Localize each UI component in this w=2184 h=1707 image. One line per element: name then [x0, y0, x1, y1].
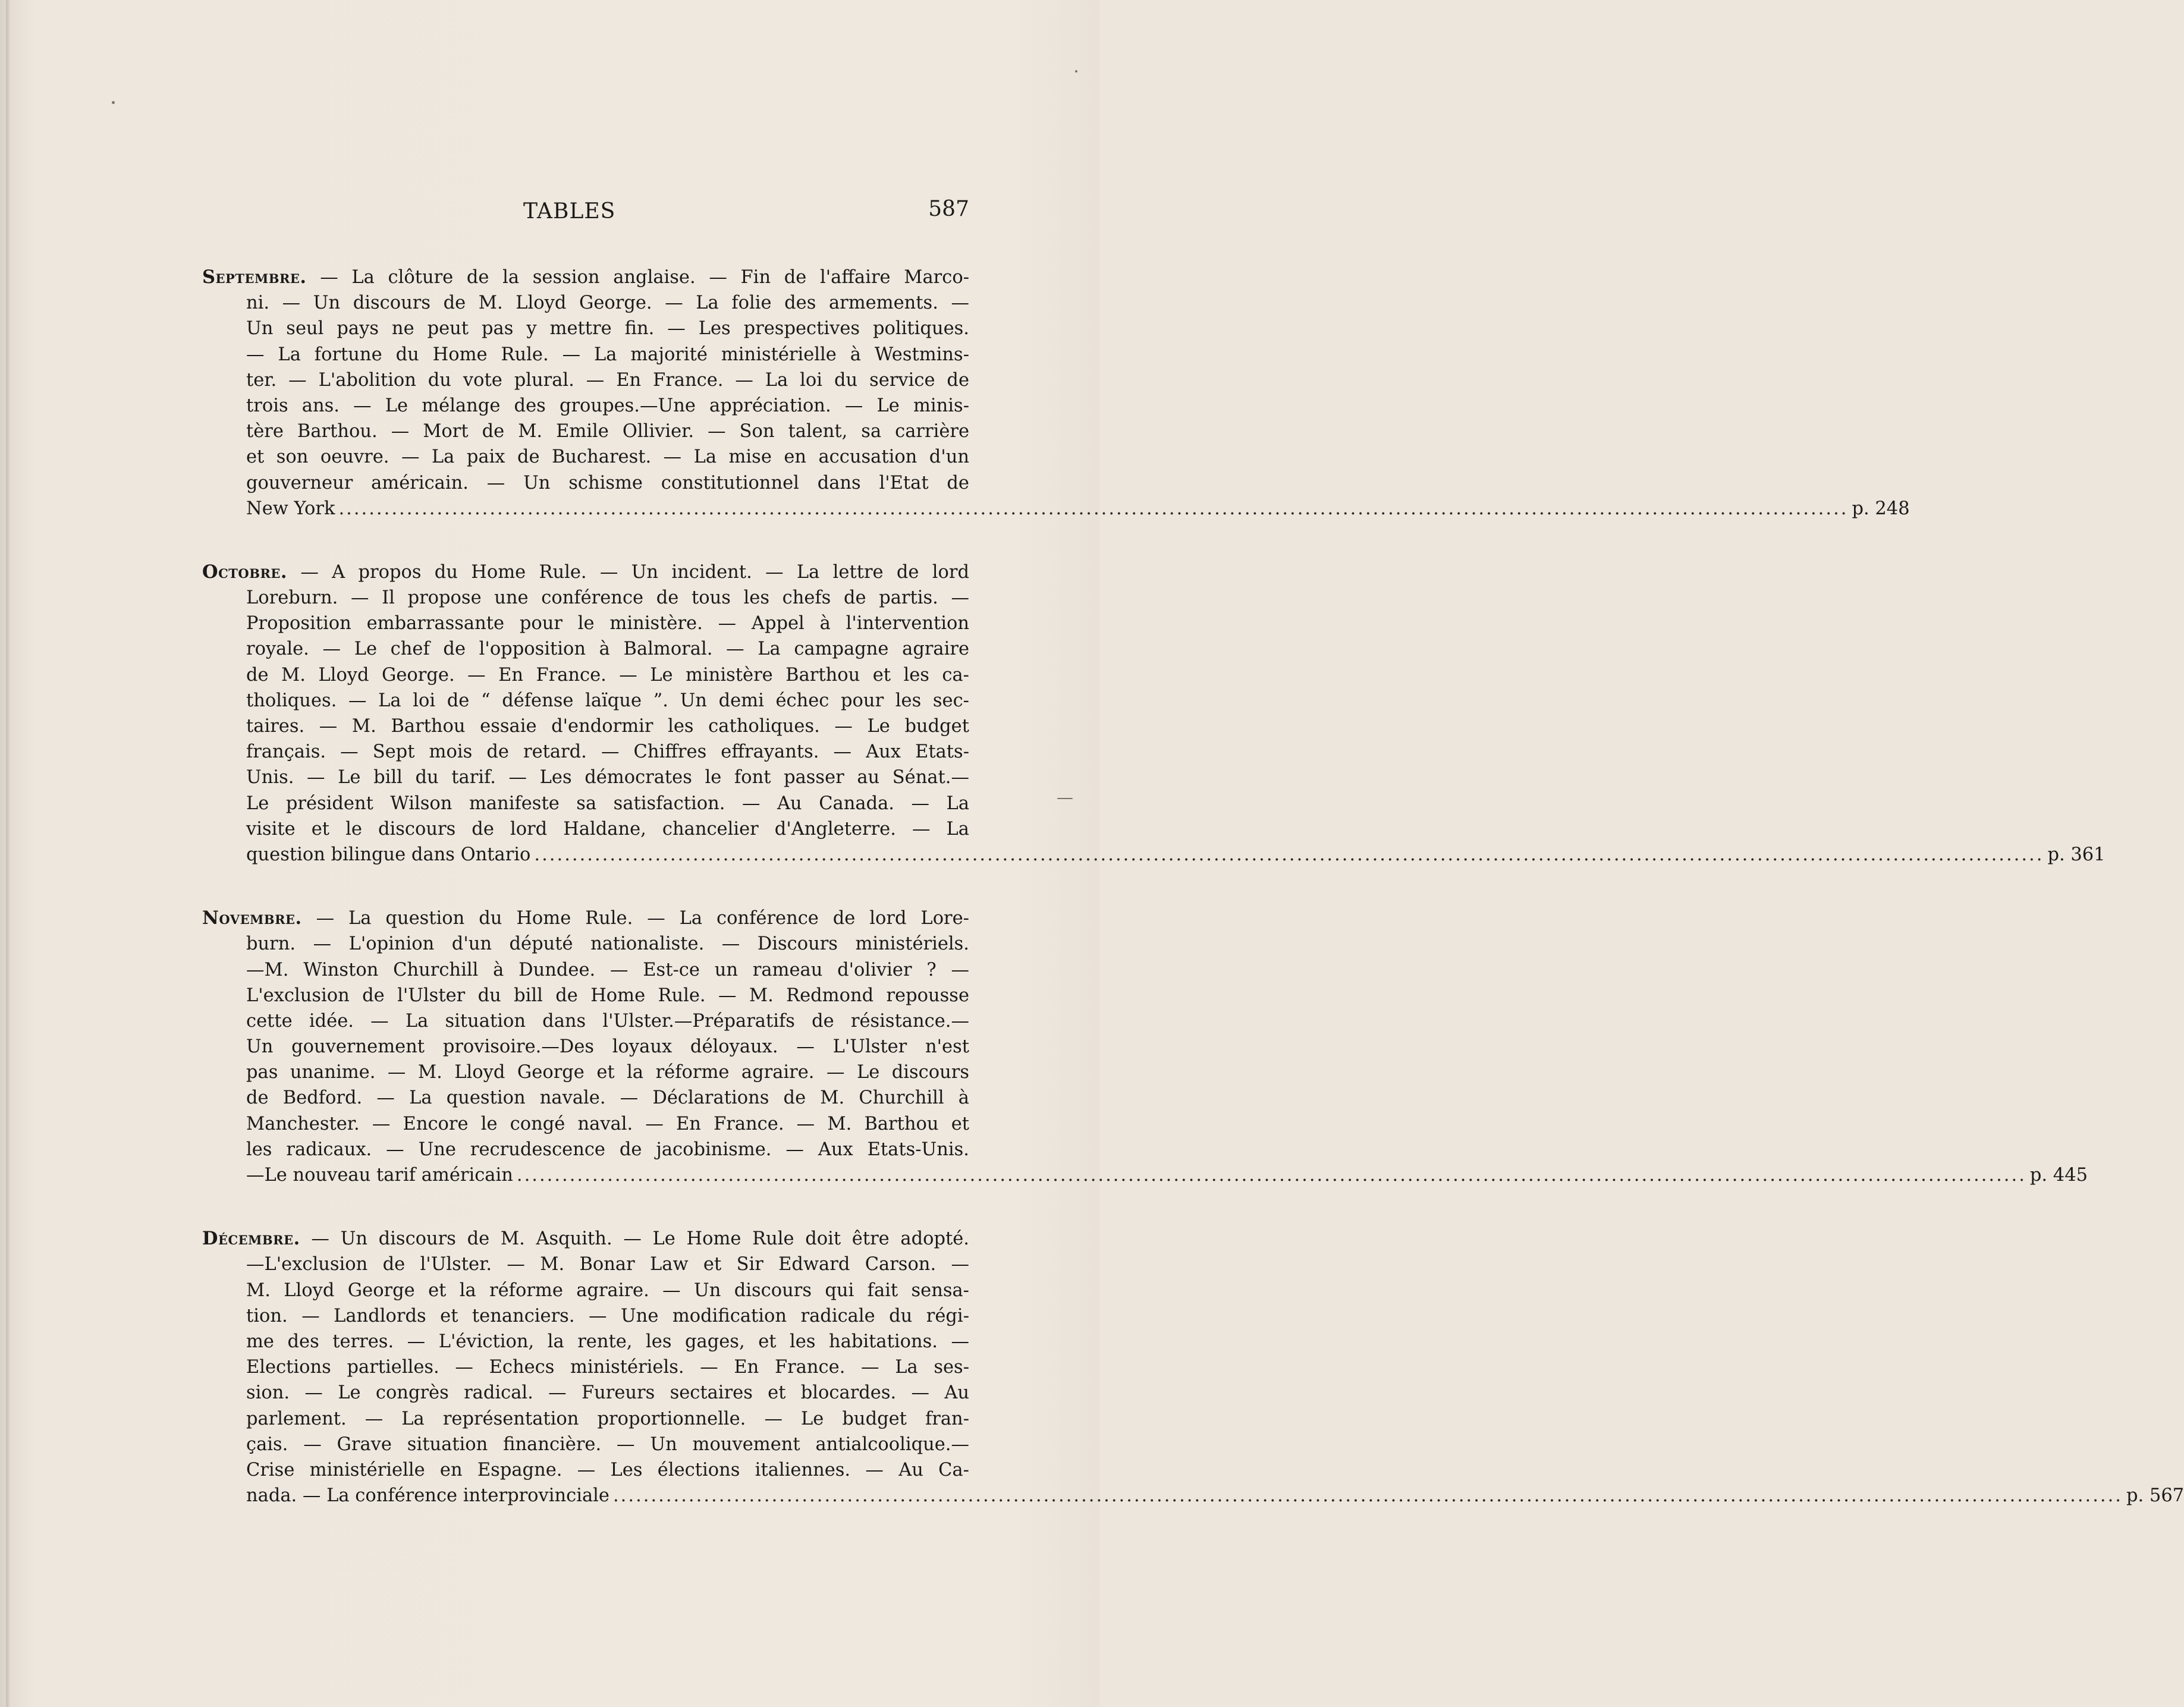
entry-line: et son oeuvre. — La paix de Bucharest. — La mise en accusation d'un: [246, 447, 969, 468]
entry-line: Un gouvernement provisoire.—Des loyaux déloyaux. — L'Ulster n'est: [246, 1036, 969, 1058]
entry-line: me des terres. — L'éviction, la rente, les gages, et les habitations. —: [246, 1331, 969, 1352]
entry-line: çais. — Grave situation financière. — Un mouvement antialcoolique.—: [246, 1433, 969, 1455]
toc-entry: [202, 906, 2088, 1188]
toc-entry: [202, 1226, 2184, 1508]
table-of-contents: [202, 265, 2184, 1546]
entry-line: de Bedford. — La question navale. — Déclarations de M. Churchill à: [246, 1087, 969, 1109]
entry-line: [202, 1226, 969, 1252]
dot-leader: ........................................................................................................................................................................................................: [516, 1165, 2026, 1186]
entry-line: Loreburn. — Il propose une conférence de tous les chefs de partis. —: [246, 587, 969, 609]
dot-leader: ........................................................................................................................................................................................................: [534, 844, 2044, 865]
entry-text: — Un discours de M. Asquith. — Le Home Rule doit être adopté.: [300, 1228, 969, 1250]
toc-entry: [202, 265, 1910, 521]
entry-line: cette idée. — La situation dans l'Ulster.—Préparatifs de résistance.—: [246, 1010, 969, 1032]
entry-line: M. Lloyd George et la réforme agraire. — Un discours qui fait sensa-: [246, 1280, 969, 1301]
entry-line: français. — Sept mois de retard. — Chiffres effrayants. — Aux Etats-: [246, 741, 969, 763]
entry-line: taires. — M. Barthou essaie d'endormir les catholiques. — Le budget: [246, 716, 969, 737]
entry-line: — La fortune du Home Rule. — La majorité ministérielle à Westmins-: [246, 344, 969, 365]
entry-line: trois ans. — Le mélange des groupes.—Une appréciation. — Le minis-: [246, 395, 969, 416]
entry-last-text: nada. — La conférence interprovinciale: [246, 1485, 609, 1507]
running-title: TABLES: [523, 199, 616, 224]
entry-last-line: [202, 496, 1910, 521]
entry-month: Décembre.: [202, 1228, 300, 1250]
entry-line: Proposition embarrassante pour le ministère. — Appel à l'intervention: [246, 613, 969, 634]
entry-last-line: [202, 1483, 2184, 1508]
entry-line: royale. — Le chef de l'opposition à Balmoral. — La campagne agraire: [246, 639, 969, 660]
entry-line: —M. Winston Churchill à Dundee. — Est-ce un rameau d'olivier ? —: [246, 959, 969, 980]
entry-line: parlement. — La représentation proportionnelle. — Le budget fran-: [246, 1408, 969, 1429]
dot-leader: ........................................................................................................................................................................................................: [612, 1485, 2123, 1507]
page-number: 587: [928, 197, 969, 221]
entry-line: Un seul pays ne peut pas y mettre fin. — Les prespectives politiques.: [246, 318, 969, 339]
entry-line: Le président Wilson manifeste sa satisfaction. — Au Canada. — La: [246, 793, 969, 814]
entry-line: [202, 559, 969, 585]
page-reference: p. 248: [1852, 498, 1910, 519]
entry-month: Novembre.: [202, 907, 302, 929]
page-reference: p. 567: [2126, 1485, 2184, 1507]
entry-line: ter. — L'abolition du vote plural. — En France. — La loi du service de: [246, 369, 969, 391]
entry-line: de M. Lloyd George. — En France. — Le ministère Barthou et les ca-: [246, 664, 969, 686]
entry-month: Septembre.: [202, 266, 307, 288]
toc-entry: [202, 559, 2106, 867]
entry-text: — A propos du Home Rule. — Un incident. — La lettre de lord: [287, 561, 969, 583]
entry-month: Octobre.: [202, 561, 288, 583]
page-reference: p. 361: [2047, 844, 2106, 865]
entry-line: Elections partielles. — Echecs ministériels. — En France. — La ses-: [246, 1357, 969, 1378]
paper-speck: [1057, 798, 1073, 799]
entry-line: gouverneur américain. — Un schisme constitutionnel dans l'Etat de: [246, 472, 969, 493]
entries-list: [202, 265, 2184, 1508]
entry-line: Crise ministérielle en Espagne. — Les élections italiennes. — Au Ca-: [246, 1459, 969, 1480]
entry-line: —L'exclusion de l'Ulster. — M. Bonar Law et Sir Edward Carson. —: [246, 1254, 969, 1275]
binding-gutter: [6, 0, 10, 1707]
entry-text: — La question du Home Rule. — La conférence de lord Lore-: [301, 908, 969, 929]
entry-last-line: [202, 1162, 2088, 1188]
entry-line: burn. — L'opinion d'un député nationaliste. — Discours ministériels.: [246, 933, 969, 955]
entry-line: pas unanime. — M. Lloyd George et la réforme agraire. — Le discours: [246, 1062, 969, 1083]
entry-line: tholiques. — La loi de “ défense laïque ”. Un demi échec pour les sec-: [246, 690, 969, 711]
entry-line: L'exclusion de l'Ulster du bill de Home Rule. — M. Redmond repousse: [246, 985, 969, 1006]
entry-line: [202, 906, 969, 931]
entry-line: tion. — Landlords et tenanciers. — Une modification radicale du régi-: [246, 1305, 969, 1326]
entry-line: sion. — Le congrès radical. — Fureurs sectaires et blocardes. — Au: [246, 1382, 969, 1404]
paper-speck: [112, 101, 115, 104]
entry-line: Manchester. — Encore le congé naval. — En France. — M. Barthou et: [246, 1113, 969, 1134]
entry-line: visite et le discours de lord Haldane, chancelier d'Angleterre. — La: [246, 818, 969, 840]
entry-line: les radicaux. — Une recrudescence de jacobinisme. — Aux Etats-Unis.: [246, 1139, 969, 1160]
paper-speck: [1075, 70, 1077, 73]
entry-last-text: New York: [246, 498, 335, 519]
entry-line: ni. — Un discours de M. Lloyd George. — La folie des armements. —: [246, 293, 969, 314]
entry-last-text: question bilingue dans Ontario: [246, 844, 531, 865]
entry-line: [202, 265, 969, 290]
entry-last-line: [202, 842, 2106, 867]
entry-text: — La clôture de la session anglaise. — Fin de l'affaire Marco-: [306, 267, 969, 288]
running-header: [202, 199, 969, 229]
dot-leader: ........................................................................................................................................................................................................: [338, 498, 1849, 519]
entry-last-text: —Le nouveau tarif américain: [246, 1165, 513, 1186]
entry-line: Unis. — Le bill du tarif. — Les démocrates le font passer au Sénat.—: [246, 767, 969, 788]
entry-line: tère Barthou. — Mort de M. Emile Ollivier. — Son talent, sa carrière: [246, 421, 969, 442]
page-reference: p. 445: [2029, 1165, 2088, 1186]
